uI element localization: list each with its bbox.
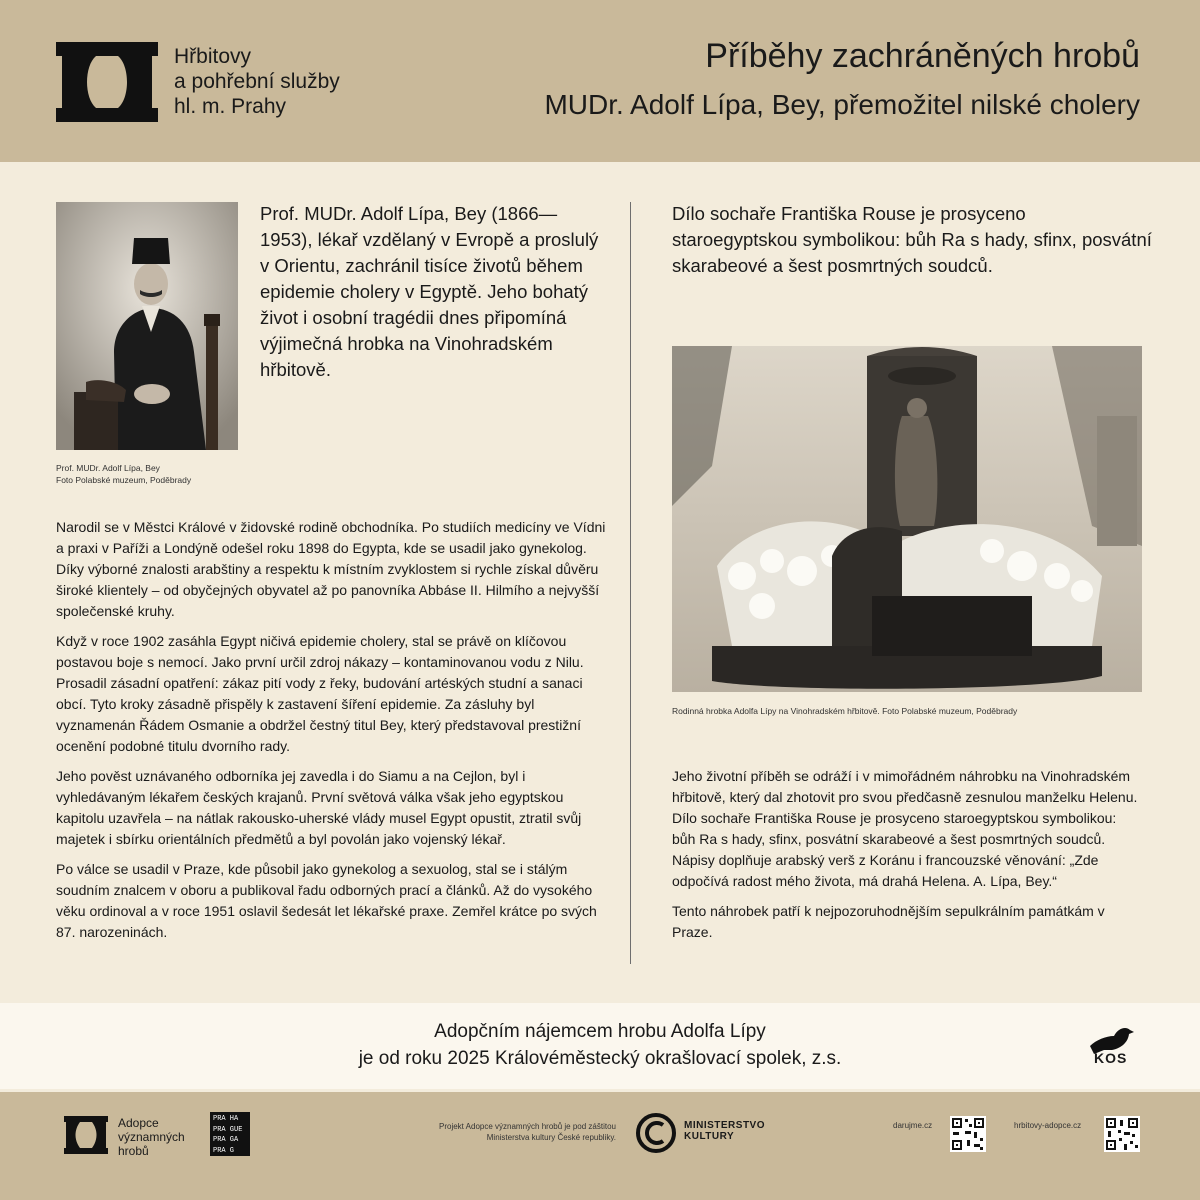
adoption-line-2: je od roku 2025 Královéměstecký okrašlovací spolek, z.s. (358, 1048, 842, 1069)
tomb-photo-caption: Rodinná hrobka Adolfa Lípy na Vinohradském hřbitově. Foto Polabské muzeum, Poděbrady (672, 706, 1018, 716)
right-paragraph-2: Tento náhrobek patří k nejpozoruhodnějším sepulkrálním památkám v Praze. (672, 903, 1105, 940)
ministry-line-2: KULTURY (684, 1131, 735, 1142)
left-paragraph-3: Jeho pověst uznávaného odborníka jej zavedla i do Siamu a na Cejlon, byl i vyhledávaným lékařem českých krajanů. První světová válka však jeho egyptskou kapitolu uzavřela – na nátlak rakousko-uherské vlády musel Egypt opustit, ztratil svůj majetek i sbírku orientálních předmětů a byl povolán jako vojenský lékař. (56, 768, 582, 847)
adopce-line-3: hrobů (118, 1144, 149, 1158)
praha-line-2: PRA GUE (213, 1125, 243, 1134)
portrait-photo (56, 202, 238, 450)
ministry-text (684, 1120, 765, 1142)
ministry-logo-icon (636, 1113, 676, 1153)
intro-text: Prof. MUDr. Adolf Lípa, Bey (1866—1953), lékař vzdělaný v Evropě a proslulý v Orientu, zachránil tisíce životů během epidemie cholery v Egyptě. Jeho bohatý život i osobní tragédii dnes připomíná výjimečná hrobka na Vinohradském hřbitově. (260, 203, 599, 380)
left-body (56, 517, 611, 952)
right-body (672, 766, 1142, 952)
page-title: Příběhy zachráněných hrobů (705, 37, 1140, 75)
portrait-caption-line-2: Foto Polabské muzeum, Poděbrady (56, 475, 192, 485)
hrbitovy-adopce-link[interactable]: hrbitovy-adopce.cz (1014, 1121, 1082, 1130)
adopce-text (118, 1116, 185, 1158)
praha-logo (210, 1112, 250, 1156)
portrait-caption (56, 462, 191, 486)
darujme-link[interactable]: darujme.cz (893, 1121, 933, 1130)
praha-line-3: PRA GA (213, 1136, 239, 1144)
org-name-line-3: hl. m. Prahy (174, 95, 287, 118)
praha-line-4: PRA G (213, 1146, 235, 1155)
right-paragraph-1: Jeho životní příběh se odráží i v mimořádném náhrobku na Vinohradském hřbitově, který dal zhotovit pro svou předčasně zesnulou manželku Helenu. Dílo sochaře Františka Rouse je prosyceno staroegyptskou symbolikou: bůh Ra s hady, sfinx, posvátní skarabeové a šest posmrtných soudců. Nápisy doplňuje arabský verš z Koránu i francouzské věnování: „Zde odpočívá radost mého života, má drahá Helena. A. Lípa, Bey.“ (672, 768, 1138, 889)
cemetery-logo-icon (56, 42, 158, 122)
praha-line-1: PRA HA (213, 1115, 239, 1123)
tomb-photo (672, 346, 1142, 692)
left-paragraph-1: Narodil se v Městci Králové v židovské rodině obchodníka. Po studiích medicíny ve Vídni a praxi v Paříži a Londýně odešel roku 1898 do Egypta, kde se usadil jako gynekolog. Díky výborné znalosti arabštiny a respektu k místním zvyklostem si rychle získal důvěru široké klientely – od obyčejných obyvatel až po panovníka Abbáse II. Hilmího a nejvyšší společenské kruhy. (56, 519, 606, 619)
portrait-caption-line-1: Prof. MUDr. Adolf Lípa, Bey (56, 463, 160, 473)
kos-label: KOS (1094, 1050, 1128, 1066)
qr-code-adopce-icon[interactable] (1104, 1116, 1140, 1152)
adoption-line-1: Adopčním nájemcem hrobu Adolfa Lípy (434, 1021, 766, 1042)
adopce-line-2: významných (118, 1130, 185, 1144)
org-name-line-2: a pohřební služby (174, 70, 340, 93)
org-name (174, 44, 340, 119)
org-name-line-1: Hřbitovy (174, 45, 252, 68)
patronage-text: Projekt Adopce významných hrobů je pod záštitou Ministerstva kultury České republiky. (439, 1122, 616, 1142)
right-intro-text: Dílo sochaře Františka Rouse je prosyceno staroegyptskou symbolikou: bůh Ra s hady, sfinx, posvátní skarabeové a šest posmrtných soudců. (672, 203, 1152, 276)
left-paragraph-2: Když v roce 1902 zasáhla Egypt ničivá epidemie cholery, stal se právě on klíčovou postavou boje s nemocí. Jako první určil zdroj nákazy – kontaminovanou vodu z Nilu. Prosadil zásadní opatření: zákaz pití vody z řeky, budování artéských studní a sanaci obcí. Tyto kroky zásadně přispěly k zastavení šíření epidemie. Za zásluhy byl vyznamenán Řádem Osmanie a obdržel čestný titul Bey, který představoval prestižní ocenění podobné titulu dvorního rady. (56, 633, 584, 754)
column-divider (630, 202, 631, 964)
adopce-logo-icon (64, 1116, 108, 1154)
ministry-line-1: MINISTERSTVO (684, 1120, 766, 1131)
adoption-text (0, 1018, 1200, 1072)
qr-code-darujme-icon[interactable] (950, 1116, 986, 1152)
left-paragraph-4: Po válce se usadil v Praze, kde působil jako gynekolog a sexuolog, stal se i stálým soudním znalcem v oboru a publikoval řadu odborných prací a článků. Až do vysokého věku ordinoval a v roce 1951 oslavil šedesát let lékařské praxe. Zemřel krátce po svých 87. narozeninách. (56, 861, 597, 940)
adopce-line-1: Adopce (118, 1116, 159, 1130)
page-subtitle: MUDr. Adolf Lípa, Bey, přemožitel nilské cholery (544, 89, 1140, 120)
